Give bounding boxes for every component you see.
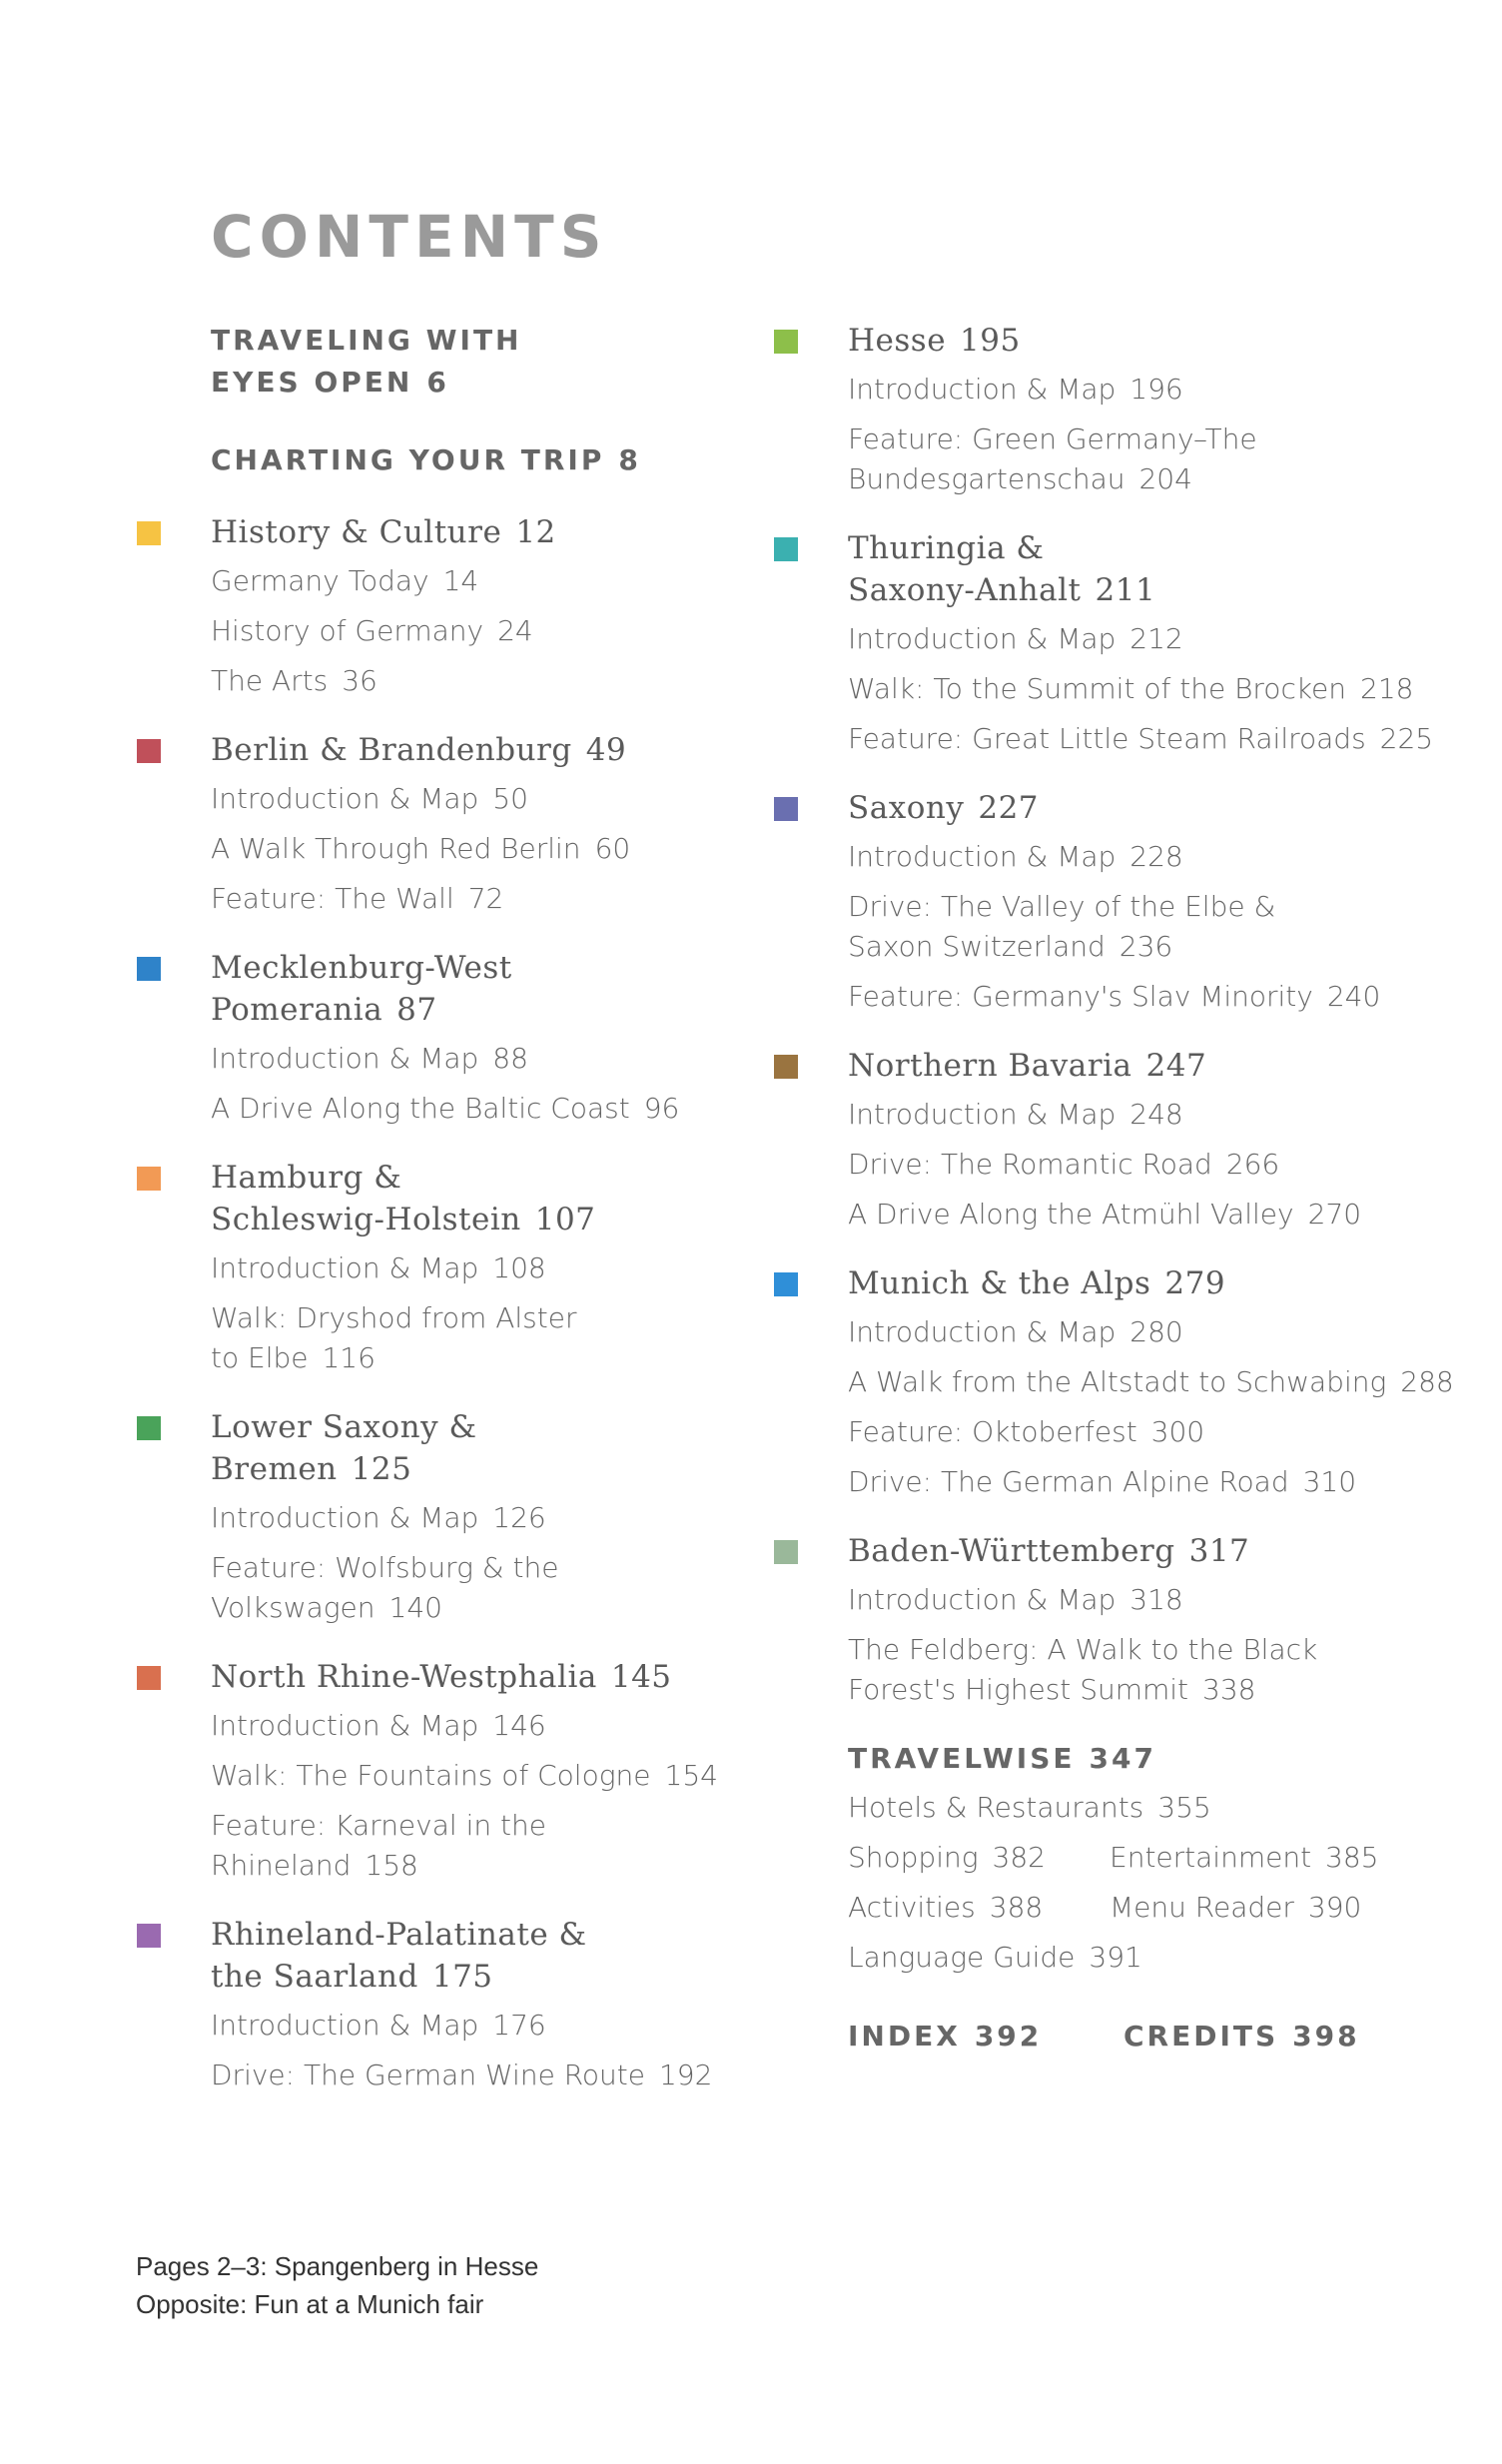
munich-color-marker: [774, 1272, 798, 1296]
toc-label: Walk: To the Summit of the Brocken: [848, 672, 1347, 705]
list-row: [848, 1838, 1467, 1888]
toc-page: 116: [322, 1341, 376, 1374]
toc-page: 154: [664, 1759, 718, 1792]
toc-label: Mecklenburg-West: [211, 950, 512, 986]
toc-page: 6: [426, 366, 449, 399]
caption-line: Pages 2–3: Spangenberg in Hesse: [136, 2251, 539, 2281]
list-item[interactable]: [848, 1412, 1467, 1452]
list-item[interactable]: [211, 1548, 750, 1628]
toc-label: Feature: Oktoberfest: [848, 1415, 1137, 1448]
toc-page: 107: [534, 1202, 596, 1237]
toc-page: 318: [1129, 1583, 1183, 1616]
toc-label: Walk: The Fountains of Cologne: [211, 1759, 651, 1792]
page-title: CONTENTS: [211, 203, 608, 271]
toc-label: Baden-Württemberg: [848, 1533, 1175, 1569]
section-baden: [848, 1530, 1467, 1710]
index-credits-row: [848, 2016, 1467, 2065]
toc-page: 391: [1089, 1941, 1142, 1974]
toc-page: 310: [1302, 1465, 1357, 1498]
toc-label: Saxon Switzerland: [848, 930, 1106, 963]
list-item[interactable]: [848, 1788, 1467, 1828]
toc-page: 96: [643, 1092, 680, 1125]
toc-page: 266: [1225, 1148, 1280, 1181]
list-item[interactable]: [848, 837, 1467, 877]
toc-page: 108: [492, 1251, 546, 1284]
list-item[interactable]: [848, 1938, 1467, 1978]
list-item[interactable]: [848, 419, 1467, 499]
toc-label: The Arts: [211, 664, 329, 697]
toc-link-mecklenburg[interactable]: [211, 947, 750, 1031]
toc-label: Munich & the Alps: [848, 1265, 1151, 1301]
toc-label: Shopping: [848, 1841, 979, 1874]
list-item[interactable]: [211, 829, 750, 869]
toc-link-traveling[interactable]: [211, 320, 750, 404]
toc-label: Feature: Germany's Slav Minority: [848, 980, 1313, 1013]
toc-page: 175: [431, 1959, 493, 1995]
toc-label: Introduction & Map: [211, 782, 479, 815]
list-item[interactable]: [211, 1806, 750, 1886]
list-item[interactable]: [211, 1039, 750, 1079]
section-thuringia: [848, 527, 1467, 759]
toc-page: 140: [388, 1591, 442, 1624]
section-bavaria: [848, 1045, 1467, 1234]
toc-page: 49: [585, 732, 627, 768]
toc-link-index[interactable]: [848, 2016, 1124, 2057]
toc-page: 385: [1325, 1841, 1379, 1874]
toc-link-charting[interactable]: [211, 439, 750, 481]
toc-link-thuringia[interactable]: [848, 527, 1467, 611]
mecklenburg-color-marker: [137, 957, 161, 981]
list-item[interactable]: [848, 370, 1467, 410]
toc-page: 240: [1326, 980, 1381, 1013]
toc-label: A Walk from the Altstadt to Schwabing: [848, 1365, 1387, 1398]
toc-link-credits[interactable]: [1124, 2016, 1360, 2057]
saxony-color-marker: [774, 797, 798, 821]
toc-label: Feature: Great Little Steam Railroads: [848, 722, 1366, 755]
toc-page: 390: [1307, 1891, 1362, 1924]
list-item[interactable]: [1110, 1838, 1379, 1878]
toc-page: 300: [1150, 1415, 1205, 1448]
toc-label: Drive: The German Alpine Road: [848, 1465, 1289, 1498]
list-item[interactable]: [848, 1095, 1467, 1135]
toc-label: Introduction & Map: [848, 1315, 1117, 1348]
toc-label: Rhineland-Palatinate &: [211, 1917, 587, 1953]
toc-link-history[interactable]: [211, 511, 750, 553]
section-saxony: [848, 787, 1467, 1017]
list-item[interactable]: [848, 1312, 1467, 1352]
list-item[interactable]: [1110, 1888, 1361, 1928]
toc-label: Saxony-Anhalt: [848, 572, 1082, 608]
section-traveling: [211, 320, 750, 404]
toc-page: 60: [594, 832, 631, 865]
toc-page: 36: [342, 664, 377, 697]
toc-label: History & Culture: [211, 514, 502, 550]
list-item[interactable]: [848, 887, 1467, 967]
toc-page: 288: [1400, 1365, 1454, 1398]
list-item[interactable]: [848, 669, 1467, 709]
list-item[interactable]: [211, 779, 750, 819]
toc-label: Berlin & Brandenburg: [211, 732, 572, 768]
toc-label: Introduction & Map: [848, 1583, 1117, 1616]
toc-label: Feature: Wolfsburg & the: [211, 1551, 559, 1584]
list-item[interactable]: [211, 1756, 750, 1796]
toc-label: TRAVELING WITH: [211, 324, 522, 357]
toc-page: 50: [492, 782, 528, 815]
toc-page: 392: [974, 2020, 1043, 2053]
toc-page: 317: [1188, 1533, 1250, 1569]
toc-label: Introduction & Map: [211, 2009, 479, 2042]
toc-label: CHARTING YOUR TRIP: [211, 443, 605, 476]
list-item[interactable]: [211, 1248, 750, 1288]
lower-saxony-color-marker: [137, 1416, 161, 1440]
rhineland-color-marker: [137, 1924, 161, 1948]
section-travelwise: [848, 1738, 1467, 1978]
toc-page: 398: [1292, 2020, 1360, 2053]
toc-label: TRAVELWISE: [848, 1742, 1076, 1775]
toc-page: 218: [1360, 672, 1414, 705]
toc-page: 382: [992, 1841, 1046, 1874]
toc-label: Lower Saxony &: [211, 1409, 477, 1445]
toc-label: Introduction & Map: [848, 1098, 1117, 1131]
toc-page: 355: [1157, 1791, 1211, 1824]
list-item[interactable]: [848, 1462, 1467, 1502]
list-item[interactable]: [848, 1580, 1467, 1620]
toc-link-lower-saxony[interactable]: [211, 1406, 750, 1490]
toc-label: Feature: Green Germany–The: [848, 422, 1257, 455]
toc-label: Drive: The German Wine Route: [211, 2058, 645, 2091]
section-mecklenburg: [211, 947, 750, 1129]
toc-label: Bremen: [211, 1451, 338, 1487]
toc-label: Language Guide: [848, 1941, 1076, 1974]
toc-page: 338: [1202, 1673, 1256, 1706]
toc-label: A Drive Along the Atmühl Valley: [848, 1198, 1294, 1231]
list-item[interactable]: [211, 1298, 750, 1378]
toc-page: 195: [960, 323, 1021, 359]
toc-page: 227: [978, 790, 1040, 826]
caption-line: Opposite: Fun at a Munich fair: [136, 2289, 484, 2319]
toc-label: Forest's Highest Summit: [848, 1673, 1189, 1706]
toc-page: 204: [1138, 462, 1192, 495]
toc-label: A Drive Along the Baltic Coast: [211, 1092, 630, 1125]
list-item[interactable]: [211, 2055, 750, 2095]
toc-link-travelwise[interactable]: [848, 1738, 1467, 1780]
toc-label: CREDITS: [1124, 2020, 1279, 2053]
toc-page: 176: [492, 2009, 546, 2042]
hamburg-color-marker: [137, 1167, 161, 1191]
section-history: [211, 511, 750, 701]
contents-right-column: [848, 320, 1467, 2065]
toc-page: 248: [1129, 1098, 1183, 1131]
toc-page: 236: [1119, 930, 1173, 963]
toc-page: 347: [1089, 1742, 1156, 1775]
list-item[interactable]: [848, 719, 1467, 759]
toc-page: 145: [610, 1659, 672, 1695]
toc-page: 72: [467, 882, 504, 915]
nrw-color-marker: [137, 1666, 161, 1690]
toc-link-rhineland[interactable]: [211, 1914, 750, 1998]
hesse-color-marker: [774, 330, 798, 354]
section-rhineland: [211, 1914, 750, 2095]
toc-label: Introduction & Map: [211, 1501, 479, 1534]
list-item[interactable]: [848, 1195, 1467, 1234]
toc-label: Drive: The Romantic Road: [848, 1148, 1212, 1181]
section-charting: [211, 439, 750, 481]
list-row: [848, 1888, 1467, 1938]
list-item[interactable]: [211, 1706, 750, 1746]
list-item[interactable]: [211, 561, 750, 601]
section-berlin: [211, 729, 750, 919]
toc-page: 8: [618, 443, 641, 476]
toc-label: Feature: Karneval in the: [211, 1809, 546, 1842]
list-item[interactable]: [848, 1838, 1110, 1878]
toc-label: Feature: The Wall: [211, 882, 454, 915]
toc-link-bavaria[interactable]: [848, 1045, 1467, 1087]
section-munich: [848, 1262, 1467, 1502]
list-item[interactable]: [211, 611, 750, 651]
berlin-color-marker: [137, 739, 161, 763]
toc-label: History of Germany: [211, 614, 484, 647]
toc-label: Northern Bavaria: [848, 1048, 1132, 1084]
toc-label: Germany Today: [211, 564, 429, 597]
list-item[interactable]: [848, 1145, 1467, 1185]
section-hamburg: [211, 1157, 750, 1378]
toc-page: 12: [515, 514, 556, 550]
toc-page: 126: [492, 1501, 546, 1534]
toc-page: 14: [442, 564, 479, 597]
toc-label: Introduction & Map: [211, 1709, 479, 1742]
photo-caption: [136, 2247, 538, 2323]
toc-label: to Elbe: [211, 1341, 309, 1374]
toc-label: Introduction & Map: [848, 373, 1117, 406]
toc-page: 196: [1129, 373, 1183, 406]
toc-label: Hesse: [848, 323, 947, 359]
list-item[interactable]: [848, 1888, 1110, 1928]
toc-page: 87: [396, 992, 437, 1028]
toc-label: Entertainment: [1110, 1841, 1312, 1874]
history-color-marker: [137, 521, 161, 545]
toc-label: INDEX: [848, 2020, 961, 2053]
bavaria-color-marker: [774, 1055, 798, 1079]
list-item[interactable]: [848, 1362, 1467, 1402]
toc-label: Bundesgartenschau: [848, 462, 1126, 495]
toc-label: EYES OPEN: [211, 366, 413, 399]
list-item[interactable]: [848, 977, 1467, 1017]
toc-label: A Walk Through Red Berlin: [211, 832, 581, 865]
toc-link-munich[interactable]: [848, 1262, 1467, 1304]
toc-link-hamburg[interactable]: [211, 1157, 750, 1240]
toc-label: Pomerania: [211, 992, 383, 1028]
toc-label: Introduction & Map: [848, 622, 1117, 655]
toc-label: Hamburg &: [211, 1160, 402, 1196]
toc-page: 388: [989, 1891, 1044, 1924]
toc-label: Menu Reader: [1110, 1891, 1294, 1924]
section-lower-saxony: [211, 1406, 750, 1628]
baden-color-marker: [774, 1540, 798, 1564]
toc-page: 280: [1129, 1315, 1183, 1348]
toc-page: 212: [1129, 622, 1183, 655]
list-item[interactable]: [211, 1498, 750, 1538]
toc-page: 158: [365, 1849, 418, 1882]
list-item[interactable]: [848, 1630, 1467, 1710]
toc-page: 192: [658, 2058, 713, 2091]
toc-link-saxony[interactable]: [848, 787, 1467, 829]
list-item[interactable]: [211, 879, 750, 919]
toc-label: The Feldberg: A Walk to the Black: [848, 1633, 1318, 1666]
toc-link-nrw[interactable]: [211, 1656, 750, 1698]
thuringia-color-marker: [774, 537, 798, 561]
toc-link-hesse[interactable]: [848, 320, 1467, 362]
toc-label: North Rhine-Westphalia: [211, 1659, 597, 1695]
list-item[interactable]: [848, 619, 1467, 659]
section-nrw: [211, 1656, 750, 1886]
toc-label: Walk: Dryshod from Alster: [211, 1301, 577, 1334]
list-item[interactable]: [211, 1089, 750, 1129]
list-item[interactable]: [211, 2006, 750, 2046]
toc-link-berlin[interactable]: [211, 729, 750, 771]
toc-page: 88: [492, 1042, 528, 1075]
toc-label: Introduction & Map: [211, 1251, 479, 1284]
toc-page: 228: [1129, 840, 1183, 873]
toc-label: Schleswig-Holstein: [211, 1202, 521, 1237]
toc-page: 225: [1379, 722, 1434, 755]
toc-page: 146: [492, 1709, 546, 1742]
toc-label: Introduction & Map: [211, 1042, 479, 1075]
toc-label: Volkswagen: [211, 1591, 376, 1624]
toc-label: Introduction & Map: [848, 840, 1117, 873]
toc-page: 24: [497, 614, 533, 647]
toc-label: Hotels & Restaurants: [848, 1791, 1144, 1824]
toc-page: 279: [1164, 1265, 1226, 1301]
section-hesse: [848, 320, 1467, 499]
list-item[interactable]: [211, 661, 750, 701]
contents-left-column: [211, 320, 750, 2123]
toc-page: 211: [1095, 572, 1156, 608]
toc-label: Rhineland: [211, 1849, 352, 1882]
toc-page: 125: [351, 1451, 412, 1487]
toc-page: 247: [1145, 1048, 1207, 1084]
toc-label: Activities: [848, 1891, 976, 1924]
toc-label: Drive: The Valley of the Elbe &: [848, 890, 1276, 923]
toc-label: Thuringia &: [848, 530, 1045, 566]
toc-page: 270: [1307, 1198, 1362, 1231]
toc-link-baden[interactable]: [848, 1530, 1467, 1572]
toc-label: Saxony: [848, 790, 965, 826]
toc-label: the Saarland: [211, 1959, 418, 1995]
